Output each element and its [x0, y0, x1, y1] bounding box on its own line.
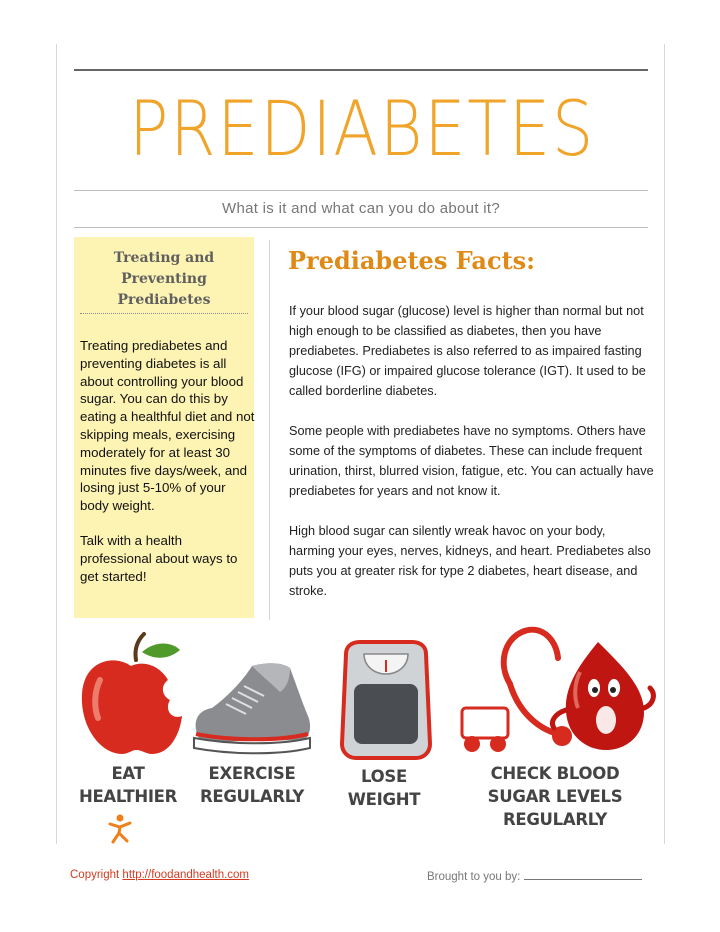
page-edge-left — [56, 44, 57, 844]
facts-heading: Prediabetes Facts: — [288, 246, 536, 275]
sidebar-title-line: Prediabetes — [117, 292, 211, 308]
facts-paragraph: Some people with prediabetes have no symptoms. Others have some of the symptoms of diabetes. These can include frequent urination, thirst, blurred vision, fatigue, etc. You can actually have prediabetes for years and not know it. — [289, 424, 654, 498]
sidebar-paragraph: Talk with a health professional about ways to get started! — [80, 532, 238, 584]
tip-label-line: CHECK BLOOD — [490, 764, 620, 783]
tip-label-lose-weight — [328, 765, 440, 811]
sidebar-box — [74, 237, 254, 618]
blood-drop-stethoscope-icon — [458, 624, 658, 760]
tip-label-check-blood-sugar — [470, 762, 640, 831]
tip-label-exercise-regularly — [190, 762, 314, 808]
tip-label-line: EXERCISE — [208, 764, 296, 783]
sidebar-paragraph: Treating prediabetes and preventing diabetes is all about controlling your blood sugar. You can do this by eating a healthful diet and not skipping meals, exercising moderately for at least 30 minutes five days/week, and losing just 5-10% of your body weight. — [80, 338, 255, 514]
sidebar-dotted-divider — [80, 313, 248, 314]
facts-paragraph: If your blood sugar (glucose) level is higher than normal but not high enough to be classified as diabetes, then you have prediabetes. Prediabetes is also referred to as impaired fasting glucose (IFG) or impaired glucose tolerance (IGT). It used to be called borderline diabetes. — [289, 304, 646, 398]
column-divider — [269, 240, 270, 620]
top-rule — [74, 69, 648, 71]
tips-row — [60, 622, 660, 842]
tip-label-eat-healthier — [66, 762, 190, 808]
brought-label: Brought to you by: — [427, 871, 521, 883]
sidebar-body — [80, 337, 256, 602]
facts-body — [289, 301, 654, 621]
scale-icon — [336, 640, 436, 760]
page-subtitle: What is it and what can you do about it? — [222, 200, 500, 217]
page-edge-right — [664, 44, 665, 844]
tip-label-line: REGULARLY — [199, 787, 305, 806]
tip-label-line: LOSE — [361, 767, 407, 786]
tip-label-line: HEALTHIER — [78, 787, 178, 806]
sneaker-icon — [186, 658, 316, 758]
footer-brought-to-you — [427, 869, 642, 883]
copyright-label: Copyright — [70, 869, 120, 881]
tip-label-line: REGULARLY — [502, 810, 608, 829]
running-figure-icon — [106, 814, 134, 844]
tip-label-line: SUGAR LEVELS — [487, 787, 623, 806]
brought-blank-line — [524, 869, 642, 880]
page-title: PREDIABETES — [128, 84, 596, 173]
footer-copyright — [70, 869, 249, 881]
subtitle-rule-top — [74, 190, 648, 191]
tip-label-line: EAT — [111, 764, 145, 783]
copyright-link[interactable]: http://foodandhealth.com — [122, 869, 250, 881]
sidebar-title-line: Treating and — [113, 250, 215, 266]
sidebar-title-line: Preventing — [121, 271, 207, 287]
tip-label-line: WEIGHT — [347, 790, 421, 809]
apple-icon — [76, 630, 186, 760]
subtitle-rule-bottom — [74, 227, 648, 228]
facts-paragraph: High blood sugar can silently wreak havoc on your body, harming your eyes, nerves, kidneys, and heart. Prediabetes also puts you at greater risk for type 2 diabetes, heart disease, and stroke. — [289, 524, 651, 598]
sidebar-title — [74, 248, 254, 311]
